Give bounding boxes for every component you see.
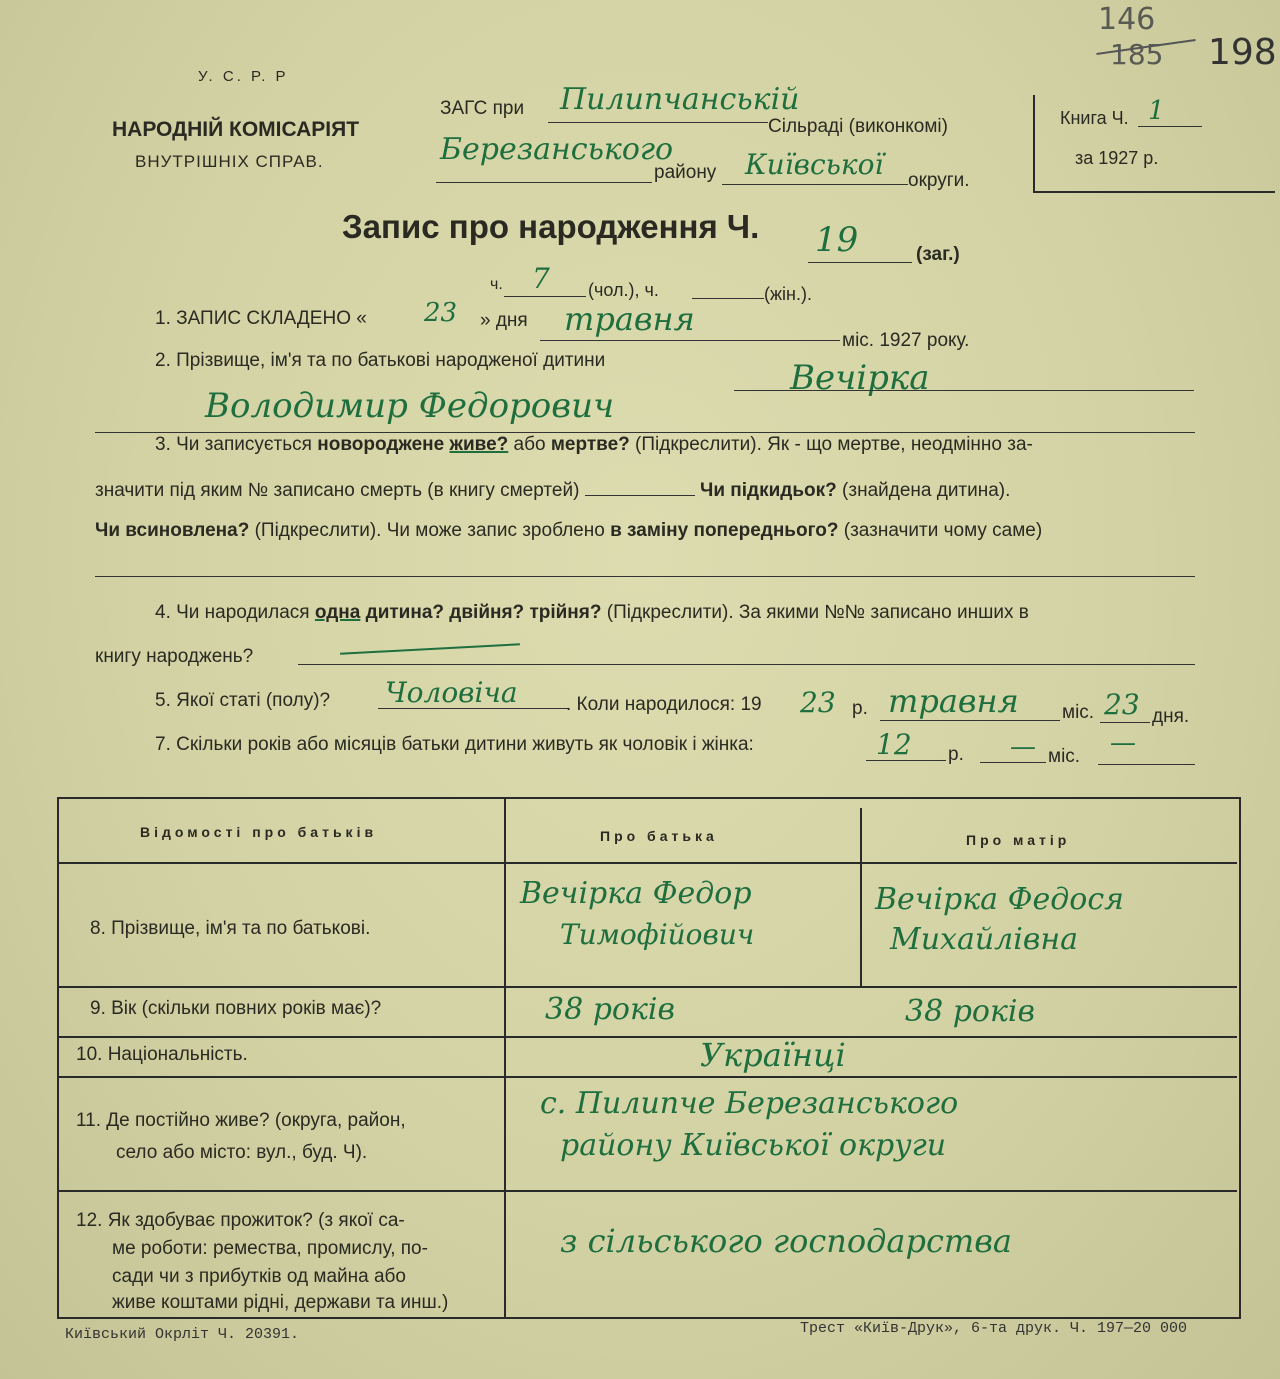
child-surname: Вечірка	[790, 358, 930, 398]
field3-reason: (зазначити чому саме)	[843, 520, 1043, 541]
field7-extra-dash: —	[1110, 728, 1136, 758]
field5-day-line	[1100, 722, 1150, 723]
field5-sex-line	[378, 708, 568, 709]
male-number: 7	[532, 262, 550, 295]
table-row-sep-4	[57, 1076, 1237, 1078]
field3-adopted: Чи всиновлена?	[95, 520, 250, 541]
field2-line-2	[95, 432, 1195, 433]
header-parents-info: Відомості про батьків	[140, 824, 378, 840]
table-col-1	[504, 797, 506, 1317]
row12-label-1: 12. Як здобуває прожиток? (з якої са-	[76, 1210, 405, 1231]
field3-death-line	[585, 495, 695, 496]
male-number-line	[504, 296, 586, 297]
district-line	[436, 182, 652, 183]
field3-label: 3. Чи записується	[155, 434, 312, 455]
record-title: Запис про народження Ч.	[342, 208, 760, 245]
livelihood: з сільського господарства	[560, 1222, 1012, 1260]
ministry-title: ВНУТРІШНІХ СПРАВ.	[135, 152, 324, 171]
field1-end: міс. 1927 року.	[842, 330, 970, 351]
field5-month-line	[880, 720, 1060, 721]
field7-mis: міс.	[1048, 746, 1081, 767]
record-number-line	[808, 262, 912, 263]
record-number: 19	[815, 220, 859, 260]
village-council-label: Сільраді (виконкомі)	[768, 116, 948, 137]
row10-label: 10. Національність.	[76, 1044, 248, 1065]
mother-age: 38 років	[905, 994, 1035, 1029]
okrug-label: округи.	[908, 170, 970, 191]
row12-label-3: сади чи з прибутків од майна або	[112, 1266, 406, 1287]
archive-number-3: 198	[1208, 32, 1277, 73]
field7-label: 7. Скільки років або місяців батьки дитини живуть як чоловік і жінка:	[155, 734, 754, 755]
row11-label-1: 11. Де постійно живе? (округа, район,	[76, 1110, 406, 1131]
row9-label: 9. Вік (скільки повних років має)?	[90, 998, 382, 1019]
row12-label-4: живе коштами рідні, держави та инш.)	[112, 1292, 449, 1313]
book-number: 1	[1148, 96, 1165, 126]
field5-label: 5. Якої статі (полу)?	[155, 690, 331, 711]
field3-alive: живе?	[449, 434, 509, 455]
footer-left: Київський Окрліт Ч. 20391.	[65, 1326, 300, 1343]
table-row-sep-2	[57, 986, 1237, 988]
row12-label-2: ме роботи: ремества, промислу, по-	[112, 1238, 428, 1259]
field5-month: травня	[888, 682, 1019, 720]
field3-newborn: новороджене	[317, 434, 445, 455]
field4-dash	[340, 643, 520, 654]
male-label: (чол.), ч.	[588, 280, 659, 300]
field3-note: (Підкреслити). Як - що мертве, неодмінно за-	[635, 434, 1033, 455]
field1-day: 23	[424, 298, 458, 328]
district-handwritten: Березанського	[440, 132, 674, 167]
field1-mid: » дня	[480, 310, 528, 331]
field3-blank-line	[95, 576, 1195, 577]
female-label: (жін.).	[764, 284, 812, 304]
district-label: району	[654, 162, 717, 183]
field7-months: —	[1010, 732, 1036, 762]
field3-or: або	[513, 434, 546, 455]
field4-label: 4. Чи народилася	[155, 602, 310, 623]
book-label: Книга Ч.	[1060, 108, 1129, 128]
header-mother: Про матір	[966, 832, 1071, 848]
republic-label: У. С. Р. Р	[198, 68, 289, 85]
footer-right: Трест «Київ-Друк», 6-та друк. Ч. 197—20 000	[800, 1320, 1188, 1337]
child-name: Володимир Федорович	[205, 386, 615, 426]
residence-line-2: району Київської округи	[560, 1128, 947, 1163]
father-age: 38 років	[545, 992, 675, 1027]
general-label: (заг.)	[916, 244, 960, 265]
row8-label: 8. Прізвище, ім'я та по батькові.	[90, 918, 371, 939]
header-father: Про батька	[600, 828, 718, 844]
female-number-line	[692, 298, 764, 299]
field5-when: . Коли народилося: 19	[566, 694, 762, 715]
okrug-line	[722, 184, 908, 185]
field5-dnia: дня.	[1152, 706, 1190, 727]
field5-sex: Чоловіча	[385, 676, 518, 709]
male-prefix: ч.	[490, 276, 503, 293]
field1-label: 1. ЗАПИС СКЛАДЕНО «	[155, 308, 367, 329]
archive-number-1: 146	[1098, 2, 1156, 37]
residence-line-1: с. Пилипче Березанського	[540, 1086, 959, 1121]
zags-line	[548, 122, 768, 123]
table-row-sep-3	[57, 1036, 1237, 1038]
field4-line1	[155, 602, 1029, 624]
field4-single: одна	[314, 602, 361, 623]
row11-label-2: село або місто: вул., буд. Ч).	[116, 1142, 368, 1163]
field3-replace-note: (Підкреслити). Чи може запис зроблено	[254, 520, 605, 541]
field5-day: 23	[1104, 688, 1140, 721]
field3-line3	[95, 520, 1042, 542]
father-surname-name: Вечірка Федор	[520, 876, 752, 911]
archive-number-2: 185	[1110, 38, 1164, 71]
father-patronymic: Тимофійович	[560, 918, 755, 951]
table-col-2	[860, 808, 862, 986]
field7-r: р.	[948, 744, 964, 765]
mother-surname-name: Вечірка Федося	[875, 882, 1124, 917]
field3-replacement: в заміну попереднього?	[610, 520, 839, 541]
field5-r: р.	[852, 698, 868, 719]
zags-handwritten: Пилипчанській	[560, 82, 800, 117]
okrug-handwritten: Київської	[745, 148, 884, 181]
field7-years: 12	[876, 728, 912, 761]
nationality: Українці	[700, 1036, 846, 1074]
field7-years-line	[866, 760, 946, 761]
field3-line1	[155, 434, 1033, 456]
commissariat-title: НАРОДНІЙ КОМІСАРІЯТ	[112, 118, 360, 141]
field4-line2: книгу народжень?	[95, 646, 254, 667]
field2-label: 2. Прізвище, ім'я та по батькові народженої дитини	[155, 350, 606, 371]
field3-dead: мертве?	[550, 434, 630, 455]
zags-label: ЗАГС при	[440, 98, 525, 119]
field3-line2	[95, 480, 1010, 502]
field7-months-line	[980, 762, 1046, 763]
field5-year: 23	[800, 686, 836, 719]
mother-patronymic: Михайлівна	[890, 922, 1078, 957]
field3-foundling: Чи підкидьок?	[699, 480, 837, 501]
table-row-sep-5	[57, 1190, 1237, 1192]
field2-line	[734, 390, 1194, 391]
field7-extra-line	[1098, 764, 1195, 765]
book-number-line	[1138, 126, 1202, 127]
field4-note: (Підкреслити). За якими №№ записано инших в	[606, 602, 1029, 623]
table-row-sep-1	[57, 862, 1237, 864]
field4-line	[298, 664, 1195, 665]
field5-mis: міс.	[1062, 702, 1095, 723]
field1-month-line	[540, 340, 840, 341]
field3-death-note: значити під яким № записано смерть (в книгу смертей)	[95, 480, 580, 501]
book-year: за 1927 р.	[1075, 148, 1159, 168]
field1-month: травня	[564, 300, 695, 338]
field3-found-note: (знайдена дитина).	[842, 480, 1011, 501]
field4-options: дитина? двійня? трійня?	[365, 602, 602, 623]
